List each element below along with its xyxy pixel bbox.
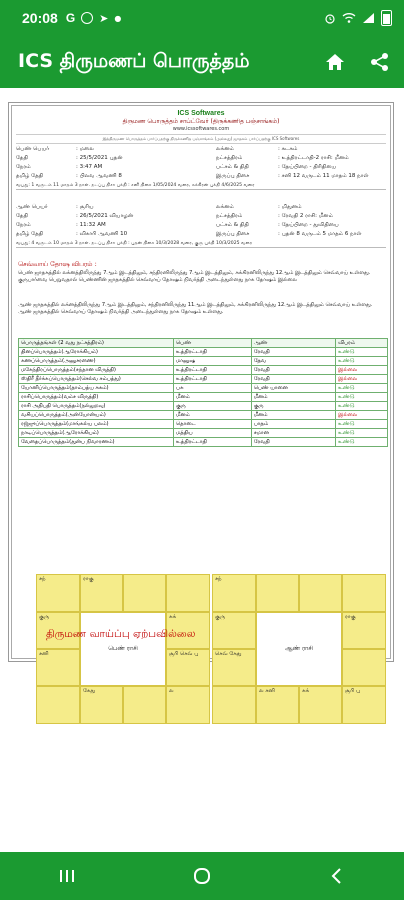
groom-label: நட்சத்திரம்	[216, 213, 243, 219]
battery-icon	[381, 10, 392, 26]
result-value: இல்லை	[336, 366, 388, 375]
porutham-name: கணப்பொருத்தம்(அனுசரணை)	[19, 357, 174, 366]
groom-dasa-info: வயது: 4 வருடம் 10 மாதம் 3 நாள். நடப்பு திசா புக்தி : புதன் திசை 10/3/2028 வரை, குரு புக்தி 10/3/2025 வரை	[16, 241, 253, 246]
porutham-table	[18, 338, 388, 447]
table-header-row	[19, 339, 388, 348]
table-row	[19, 384, 388, 393]
porutham-name: மகேந்திரப்பொருத்தம்(சந்தான விருத்தி)	[19, 366, 174, 375]
chart-cell	[36, 686, 80, 724]
status-bar	[0, 0, 404, 36]
whatsapp-icon	[81, 12, 93, 24]
bride-value: மீனம்	[174, 411, 252, 420]
table-row	[19, 411, 388, 420]
home-circle-icon	[192, 866, 212, 886]
groom-value: : சூரிய	[76, 204, 94, 210]
groom-label: இருப்பு திசை	[216, 231, 250, 237]
groom-value: : மிதுனம்	[278, 204, 302, 210]
groom-value: ரேவதி	[251, 348, 335, 357]
groom-rasi-chart	[212, 574, 386, 724]
groom-value: மீனம்	[251, 411, 335, 420]
chart-cell: செவ் கேது	[212, 649, 256, 686]
chart-cell: ல சனி	[256, 686, 299, 724]
bride-label: நேரம்	[16, 164, 31, 170]
alarm-icon	[324, 12, 336, 24]
porutham-name: ராசிப்பொருத்தம்(வம்ச விருத்தி)	[19, 393, 174, 402]
groom-value: தேவ	[251, 357, 335, 366]
chart-cell	[256, 574, 299, 612]
bride-label: லக்னம்	[216, 146, 234, 152]
chart-cell: சந்	[36, 574, 80, 612]
system-nav-bar	[0, 852, 404, 900]
report-note: இத்திருமண பொருத்தம் பார்ப்பதற்கு திருக்கணித பஞ்சாங்கம் (அல்லது) ஜாதகம் பார்ப்பதற்கு ICS Softwares	[16, 134, 386, 144]
bride-rasi-chart	[36, 574, 210, 724]
telegram-icon: ➤	[99, 11, 109, 25]
home-icon[interactable]	[324, 52, 346, 72]
dot-icon: ●	[114, 13, 122, 23]
groom-label: தமிழ் தேதி	[16, 231, 44, 237]
status-notification-icons	[66, 11, 122, 25]
report-company-title: ICS Softwares	[177, 110, 225, 117]
result-value: இல்லை	[336, 411, 388, 420]
bride-value: : பிலவ ஆவணி 8	[76, 173, 122, 179]
groom-value: சமான	[251, 429, 335, 438]
bride-label: தேதி	[16, 155, 28, 161]
chart-cell: குரு	[36, 612, 80, 649]
groom-value: : 26/5/2021 வியாழன்	[76, 213, 134, 219]
groom-value: : 11:32 AM	[76, 222, 106, 228]
groom-label: லக்னம்	[216, 204, 234, 210]
table-header: விபரம்	[336, 339, 388, 348]
chart-cell	[212, 686, 256, 724]
app-bar	[0, 36, 404, 88]
bride-value: : 3:47 AM	[76, 164, 103, 170]
porutham-name: தினப்பொருத்தம்(ஆரோக்கியம்)	[19, 348, 174, 357]
result-value: இல்லை	[336, 375, 388, 384]
chart-center-label: ஆண் ராசி	[256, 612, 342, 686]
chart-cell	[342, 574, 386, 612]
groom-value: மீனம்	[251, 393, 335, 402]
groom-value: : புதன் 8 வருடம் 5 மாதம் 6 நாள்	[278, 231, 362, 237]
report-subtitle: திருமண பொருத்தம் சாப்ட்வேர் (திருக்கணித பஞ்சாங்கம்)	[122, 118, 280, 125]
groom-value: : ரேவதி 2 ராசி: மீனம்	[278, 213, 333, 219]
table-row	[19, 429, 388, 438]
chart-cell: சனி	[36, 649, 80, 686]
chart-cell: கேது	[80, 686, 123, 724]
back-arrow-icon	[329, 867, 345, 885]
bride-value: மீனம்	[174, 393, 252, 402]
table-header: பொருத்தங்கள் (2 வது நட்சத்திரம்)	[19, 339, 174, 348]
chart-cell: ராகு	[342, 612, 386, 649]
bride-details	[16, 146, 386, 191]
chart-cell: சந்	[212, 574, 256, 612]
recent-apps-button[interactable]	[37, 858, 97, 894]
result-value: உண்டு	[336, 402, 388, 411]
chart-cell: குரு	[212, 612, 256, 649]
bride-value: பசு	[174, 384, 252, 393]
result-value: உண்டு	[336, 393, 388, 402]
bride-dasa-info: வயது: 1 வருடம் 11 மாதம் 3 நாள். நடப்பு திசா புக்தி : சனி திசை 1/05/2024 வரை, சுக்கிரன் புக்தி 4/6/2025 வரை	[16, 183, 255, 188]
groom-value: குரு	[251, 402, 335, 411]
table-row	[19, 348, 388, 357]
groom-details	[16, 204, 386, 249]
chart-cell: ராகு	[80, 574, 123, 612]
groom-label: தேதி	[16, 213, 28, 219]
chart-cell	[166, 574, 210, 612]
bride-value: தொடை	[174, 420, 252, 429]
bride-value: உத்திரட்டாதி	[174, 348, 252, 357]
bride-value: மானுஷ	[174, 357, 252, 366]
recent-apps-icon	[58, 868, 76, 884]
bride-value: : மலை	[76, 146, 94, 152]
porutham-name: ராசி அதிபதி பொருத்தம்(நல்லுறவு)	[19, 402, 174, 411]
table-row	[19, 402, 388, 411]
porutham-name: வசியப்பொருத்தம்(அன்யோன்யம்)	[19, 411, 174, 420]
share-icon[interactable]	[370, 52, 390, 72]
document-frame	[11, 105, 391, 694]
app-title: ICS திருமணப் பொருத்தம்	[18, 49, 250, 72]
wifi-icon	[342, 12, 356, 24]
status-time: 20:08	[22, 10, 58, 26]
table-row	[19, 357, 388, 366]
porutham-name: யோனிப்பொருத்தம்(தாம்பத்ய சுகம்)	[19, 384, 174, 393]
chart-cell: சுக்	[299, 686, 342, 724]
result-value: உண்டு	[336, 348, 388, 357]
porutham-name: ரஜ்ஜுப்பொருத்தம்(மாங்கல்ய பலம்)	[19, 420, 174, 429]
bride-value: : தேய்பிறை - திரிதியை	[278, 164, 337, 170]
table-row	[19, 393, 388, 402]
bride-value: : கடகம்	[278, 146, 298, 152]
chart-cell: சுக்	[166, 612, 210, 649]
result-value: உண்டு	[336, 438, 388, 447]
google-icon: G	[65, 11, 76, 25]
bride-label: பெண் பெயர்	[16, 146, 50, 152]
porutham-name: ஸ்திரீ தீர்க்கப்பொருத்தம்(செல்வ சம்பத்து)	[19, 375, 174, 384]
groom-label: நேரம்	[16, 222, 31, 228]
groom-value: ரேவதி	[251, 438, 335, 447]
signal-icon	[362, 12, 375, 24]
table-row	[19, 366, 388, 375]
table-header: பெண்	[174, 339, 252, 348]
bride-value: உத்திரட்டாதி	[174, 366, 252, 375]
table-header: ஆண்	[251, 339, 335, 348]
report-website: www.icssoftwares.com	[172, 126, 230, 132]
home-button[interactable]	[172, 858, 232, 894]
bride-label: நட்சத்திரம்	[216, 155, 243, 161]
bride-value: மத்திய	[174, 429, 252, 438]
result-value: உண்டு	[336, 357, 388, 366]
result-value: உண்டு	[336, 384, 388, 393]
bride-value: : 25/5/2021 புதன்	[76, 155, 123, 161]
groom-dosham-text: ஆண் ஜாதகத்தில் லக்னத்திலிருந்து 7ஆம் இடத்திலும், சந்திரனிலிருந்து 11ஆம் இடத்திலும், சுக்கிரனிலிருந்து 12ஆம் இடத்திலும் செவ்வாய் உள்ளது. ஆண் ஜாதகத்தில் செவ்வாய் தோஷம் நிவர்த்தி அடைந்துள்ளது நாக தோஷம் உள்ளது.	[18, 302, 373, 315]
groom-value: பாதம்	[251, 420, 335, 429]
bride-label: இருப்பு திசை	[216, 173, 250, 179]
chart-cell: ல	[166, 686, 210, 724]
groom-value: பெண் யானை	[251, 384, 335, 393]
bride-value: : சனி 12 வருடம் 11 மாதம் 18 நாள்	[278, 173, 369, 179]
table-row	[19, 420, 388, 429]
porutham-name: நாடிப்பொருத்தம்(ஆரோக்கியம்)	[19, 429, 174, 438]
result-value: உண்டு	[336, 429, 388, 438]
chart-cell	[123, 686, 166, 724]
chart-cell	[342, 649, 386, 686]
chart-cell: சூரி செவ் பு	[166, 649, 210, 686]
bride-label: பட்சம் & திதி	[216, 164, 249, 170]
bride-value: குரு	[174, 402, 252, 411]
groom-value: ரேவதி	[251, 366, 335, 375]
bride-value: உத்திரட்டாதி	[174, 438, 252, 447]
dosham-title: செவ்வாய் தோஷ விபரம் :	[18, 260, 97, 268]
table-row	[19, 375, 388, 384]
match-result-text: திருமண வாய்ப்பு ஏற்பவில்லை	[46, 628, 196, 640]
groom-value: ரேவதி	[251, 375, 335, 384]
groom-value: : தேய்பிறை - துவிதியை	[278, 222, 339, 228]
groom-value: : விகாரி ஆவணி 10	[76, 231, 128, 237]
back-button[interactable]	[307, 858, 367, 894]
groom-label: பட்சம் & திதி	[216, 222, 249, 228]
groom-label: ஆண் பெயர்	[16, 204, 48, 210]
bride-value: : உத்திரட்டாதி-2 ராசி: மீனம்	[278, 155, 349, 161]
bride-value: உத்திரட்டாதி	[174, 375, 252, 384]
chart-center-label: பெண் ராசி	[80, 612, 166, 686]
chart-cell	[123, 574, 166, 612]
chart-cell: சூரி பு	[342, 686, 386, 724]
bride-label: தமிழ் தேதி	[16, 173, 44, 179]
bride-dosham-text: பெண் ஜாதகத்தில் லக்னத்திலிருந்து 7ஆம் இடத்திலும், சந்திரனிலிருந்து 7ஆம் இடத்திலும், சுக்கிரனிலிருந்து 12ஆம் இடத்திலும் செவ்வாய் உள்ளது. குருபார்வை பெறுவதால் பெண்ணின் ஜாதகத்தில் செவ்வாய் தோஷம் நிவர்த்தி அடைந்துள்ளது நாக தோஷம் இல்லை	[18, 270, 371, 283]
table-row	[19, 438, 388, 447]
result-value: உண்டு	[336, 420, 388, 429]
porutham-name: வேதைப்பொருத்தம்(துன்ப நிவாரணம்)	[19, 438, 174, 447]
match-report-document[interactable]	[8, 102, 394, 694]
chart-cell	[299, 574, 342, 612]
